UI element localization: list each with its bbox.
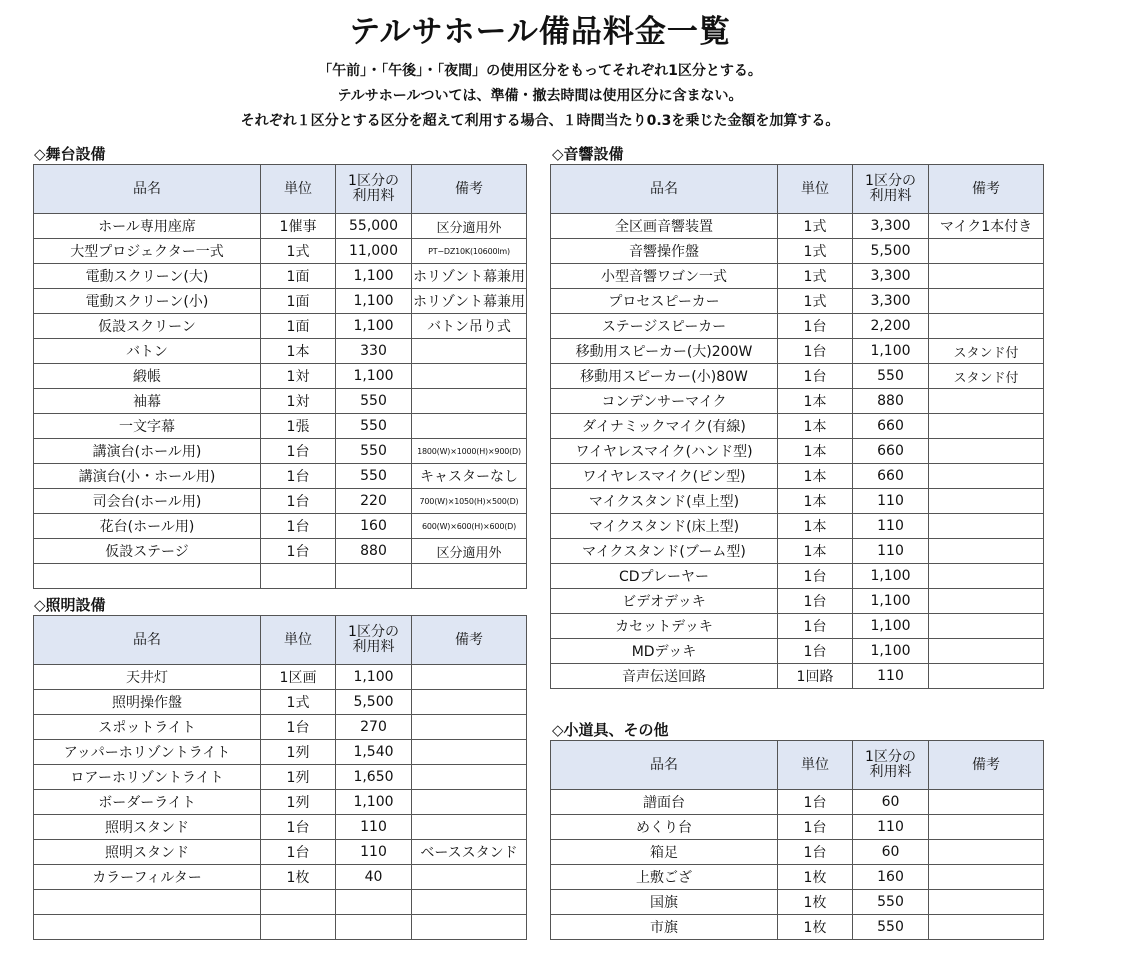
- table-row: [551, 339, 1044, 364]
- item-remarks: PT−DZ10K(10600lm): [412, 239, 527, 264]
- table-row: [34, 339, 527, 364]
- item-fee: 270: [336, 715, 412, 740]
- item-remarks: [929, 539, 1044, 564]
- table-row: [551, 539, 1044, 564]
- table-row: [34, 289, 527, 314]
- item-name: 照明スタンド: [34, 840, 261, 865]
- item-fee: 880: [336, 539, 412, 564]
- item-remarks: [929, 815, 1044, 840]
- item-remarks: [929, 664, 1044, 689]
- item-unit: 1式: [261, 690, 336, 715]
- table-row: [551, 915, 1044, 940]
- item-fee: 1,540: [336, 740, 412, 765]
- item-name: ホール専用座席: [34, 214, 261, 239]
- item-name: 全区画音響装置: [551, 214, 778, 239]
- table-row: [34, 514, 527, 539]
- item-fee: 880: [853, 389, 929, 414]
- table-row: [551, 239, 1044, 264]
- item-remarks: 600(W)×600(H)×600(D): [412, 514, 527, 539]
- item-unit: 1面: [261, 289, 336, 314]
- item-unit: [261, 890, 336, 915]
- item-name: [34, 915, 261, 940]
- item-unit: 1台: [261, 715, 336, 740]
- item-unit: 1本: [778, 389, 853, 414]
- item-remarks: [412, 915, 527, 940]
- item-name: 移動用スピーカー(小)80W: [551, 364, 778, 389]
- item-remarks: ホリゾント幕兼用: [412, 264, 527, 289]
- page-title: テルサホール備品料金一覧: [349, 14, 731, 50]
- table-row: [34, 389, 527, 414]
- item-unit: 1台: [778, 339, 853, 364]
- item-unit: 1台: [261, 815, 336, 840]
- table-row: [551, 389, 1044, 414]
- item-unit: 1台: [261, 464, 336, 489]
- item-name: 照明スタンド: [34, 815, 261, 840]
- item-name: 花台(ホール用): [34, 514, 261, 539]
- item-remarks: [412, 765, 527, 790]
- table-row: [34, 239, 527, 264]
- item-fee: 5,500: [853, 239, 929, 264]
- item-fee: 110: [853, 815, 929, 840]
- table-row: [551, 639, 1044, 664]
- table-row: [34, 439, 527, 464]
- item-fee: 550: [336, 389, 412, 414]
- item-fee: 1,100: [853, 639, 929, 664]
- item-fee: 1,100: [853, 614, 929, 639]
- item-name: マイクスタンド(床上型): [551, 514, 778, 539]
- item-name: ダイナミックマイク(有線): [551, 414, 778, 439]
- item-remarks: [929, 790, 1044, 815]
- header-unit: 単位: [261, 165, 336, 214]
- table-header-row: [551, 165, 1044, 214]
- item-fee: 550: [853, 915, 929, 940]
- item-name: ロアーホリゾントライト: [34, 765, 261, 790]
- table-row: [34, 414, 527, 439]
- item-unit: 1回路: [778, 664, 853, 689]
- item-name: カセットデッキ: [551, 614, 778, 639]
- item-unit: 1本: [778, 414, 853, 439]
- item-remarks: スタンド付: [929, 364, 1044, 389]
- item-unit: 1本: [778, 439, 853, 464]
- item-unit: 1台: [261, 539, 336, 564]
- item-remarks: 区分適用外: [412, 214, 527, 239]
- item-remarks: [929, 840, 1044, 865]
- item-name: ワイヤレスマイク(ハンド型): [551, 439, 778, 464]
- item-remarks: [929, 414, 1044, 439]
- item-name: プロセスピーカー: [551, 289, 778, 314]
- header-fee: [336, 616, 412, 665]
- item-remarks: ホリゾント幕兼用: [412, 289, 527, 314]
- props-equipment-table: [550, 740, 1044, 940]
- item-fee: 660: [853, 439, 929, 464]
- item-remarks: キャスターなし: [412, 464, 527, 489]
- props-section-heading: ◇小道具、その他: [552, 721, 669, 739]
- item-fee: 60: [853, 840, 929, 865]
- item-fee: 160: [336, 514, 412, 539]
- item-name: 照明操作盤: [34, 690, 261, 715]
- item-unit: 1台: [261, 840, 336, 865]
- item-name: 電動スクリーン(小): [34, 289, 261, 314]
- item-name: [34, 564, 261, 589]
- item-fee: 160: [853, 865, 929, 890]
- item-fee: 110: [336, 840, 412, 865]
- table-row: [551, 314, 1044, 339]
- item-unit: 1式: [261, 239, 336, 264]
- header-unit: 単位: [778, 165, 853, 214]
- item-unit: 1式: [778, 214, 853, 239]
- item-unit: 1枚: [778, 890, 853, 915]
- item-fee: 40: [336, 865, 412, 890]
- item-fee: 3,300: [853, 264, 929, 289]
- table-row: [551, 464, 1044, 489]
- item-fee: 1,100: [336, 790, 412, 815]
- lighting-section-heading: ◇照明設備: [34, 596, 106, 614]
- header-remarks: 備考: [412, 165, 527, 214]
- item-remarks: [412, 865, 527, 890]
- header-unit: 単位: [261, 616, 336, 665]
- item-remarks: 700(W)×1050(H)×500(D): [412, 489, 527, 514]
- item-unit: 1台: [778, 589, 853, 614]
- item-unit: 1張: [261, 414, 336, 439]
- item-name: マイクスタンド(ブーム型): [551, 539, 778, 564]
- header-fee-line2: 利用料: [352, 188, 395, 204]
- header-name: 品名: [34, 616, 261, 665]
- table-row: [34, 690, 527, 715]
- item-name: 小型音響ワゴン一式: [551, 264, 778, 289]
- item-remarks: [929, 239, 1044, 264]
- table-row: [34, 890, 527, 915]
- note-line-2: テルサホールついては、準備・撤去時間は使用区分に含まない。: [337, 88, 743, 104]
- item-fee: 110: [336, 815, 412, 840]
- header-name: 品名: [551, 741, 778, 790]
- table-row: [551, 264, 1044, 289]
- item-remarks: ベーススタンド: [412, 840, 527, 865]
- item-name: 大型プロジェクター一式: [34, 239, 261, 264]
- sound-equipment-table: [550, 164, 1044, 689]
- item-fee: 1,100: [853, 589, 929, 614]
- item-fee: 550: [336, 439, 412, 464]
- header-remarks: 備考: [929, 741, 1044, 790]
- item-remarks: 1800(W)×1000(H)×900(D): [412, 439, 527, 464]
- item-remarks: [412, 389, 527, 414]
- item-fee: 1,100: [336, 364, 412, 389]
- item-unit: [261, 564, 336, 589]
- table-row: [551, 439, 1044, 464]
- item-fee: 550: [336, 414, 412, 439]
- item-fee: 3,300: [853, 214, 929, 239]
- header-fee-line1: 1区分の: [865, 749, 916, 765]
- item-remarks: [929, 865, 1044, 890]
- item-fee: 220: [336, 489, 412, 514]
- header-name: 品名: [34, 165, 261, 214]
- table-row: [34, 815, 527, 840]
- item-fee: 550: [336, 464, 412, 489]
- item-fee: [336, 890, 412, 915]
- item-remarks: [929, 564, 1044, 589]
- item-unit: 1列: [261, 790, 336, 815]
- item-remarks: [929, 439, 1044, 464]
- table-row: [34, 765, 527, 790]
- table-row: [551, 815, 1044, 840]
- item-fee: 1,100: [336, 314, 412, 339]
- table-row: [34, 264, 527, 289]
- item-fee: 110: [853, 664, 929, 689]
- item-fee: 1,100: [853, 564, 929, 589]
- table-row: [551, 564, 1044, 589]
- item-fee: 60: [853, 790, 929, 815]
- table-header-row: [34, 165, 527, 214]
- item-remarks: 区分適用外: [412, 539, 527, 564]
- table-row: [551, 840, 1044, 865]
- item-unit: 1枚: [261, 865, 336, 890]
- item-unit: 1列: [261, 765, 336, 790]
- item-name: カラーフィルター: [34, 865, 261, 890]
- item-fee: 11,000: [336, 239, 412, 264]
- table-header-row: [34, 616, 527, 665]
- item-name: 講演台(ホール用): [34, 439, 261, 464]
- table-row: [34, 314, 527, 339]
- table-row: [551, 890, 1044, 915]
- item-fee: 55,000: [336, 214, 412, 239]
- table-row: [34, 464, 527, 489]
- note-line-3: それぞれ１区分とする区分を超えて利用する場合、１時間当たり0.3を乗じた金額を加算する。: [240, 113, 840, 129]
- table-row: [34, 715, 527, 740]
- item-unit: 1台: [778, 314, 853, 339]
- note-line-1: 「午前」・「午後」・「夜間」の使用区分をもってそれぞれ1区分とする。: [318, 63, 762, 79]
- table-row: [551, 289, 1044, 314]
- item-unit: 1台: [778, 840, 853, 865]
- item-fee: 1,100: [853, 339, 929, 364]
- item-remarks: [412, 364, 527, 389]
- table-row: [34, 364, 527, 389]
- item-name: MDデッキ: [551, 639, 778, 664]
- item-name: [34, 890, 261, 915]
- item-name: スポットライト: [34, 715, 261, 740]
- item-unit: 1対: [261, 389, 336, 414]
- item-name: 市旗: [551, 915, 778, 940]
- header-fee-line2: 利用料: [352, 639, 395, 655]
- item-unit: 1面: [261, 314, 336, 339]
- item-unit: 1本: [261, 339, 336, 364]
- header-fee-line2: 利用料: [869, 764, 912, 780]
- item-unit: 1本: [778, 539, 853, 564]
- header-fee: [853, 741, 929, 790]
- item-unit: 1区画: [261, 665, 336, 690]
- item-unit: 1台: [261, 439, 336, 464]
- table-row: [34, 915, 527, 940]
- table-row: [34, 790, 527, 815]
- item-fee: [336, 564, 412, 589]
- item-unit: 1列: [261, 740, 336, 765]
- item-name: ステージスピーカー: [551, 314, 778, 339]
- item-name: 一文字幕: [34, 414, 261, 439]
- table-row: [34, 740, 527, 765]
- item-remarks: [929, 264, 1044, 289]
- item-unit: 1本: [778, 514, 853, 539]
- item-fee: 660: [853, 414, 929, 439]
- item-remarks: [412, 414, 527, 439]
- item-name: 司会台(ホール用): [34, 489, 261, 514]
- item-unit: 1本: [778, 489, 853, 514]
- item-remarks: [929, 389, 1044, 414]
- item-remarks: [929, 890, 1044, 915]
- item-fee: 1,100: [336, 289, 412, 314]
- table-row: [34, 865, 527, 890]
- item-unit: 1面: [261, 264, 336, 289]
- item-unit: 1式: [778, 239, 853, 264]
- item-fee: 110: [853, 514, 929, 539]
- item-remarks: [412, 815, 527, 840]
- item-remarks: [929, 514, 1044, 539]
- item-name: 音声伝送回路: [551, 664, 778, 689]
- item-fee: 2,200: [853, 314, 929, 339]
- table-row: [551, 414, 1044, 439]
- item-name: 袖幕: [34, 389, 261, 414]
- item-unit: 1本: [778, 464, 853, 489]
- table-row: [34, 665, 527, 690]
- item-remarks: マイク1本付き: [929, 214, 1044, 239]
- item-unit: 1台: [778, 614, 853, 639]
- table-row: [34, 539, 527, 564]
- header-fee: [853, 165, 929, 214]
- table-row: [551, 214, 1044, 239]
- item-name: 箱足: [551, 840, 778, 865]
- item-name: 天井灯: [34, 665, 261, 690]
- item-unit: 1対: [261, 364, 336, 389]
- item-unit: 1枚: [778, 865, 853, 890]
- table-row: [34, 564, 527, 589]
- item-remarks: [412, 890, 527, 915]
- item-unit: 1台: [778, 564, 853, 589]
- stage-equipment-table: [33, 164, 527, 589]
- item-remarks: [929, 489, 1044, 514]
- lighting-equipment-table: [33, 615, 527, 940]
- table-row: [551, 589, 1044, 614]
- item-remarks: [412, 690, 527, 715]
- item-name: 譜面台: [551, 790, 778, 815]
- item-remarks: バトン吊り式: [412, 314, 527, 339]
- item-remarks: [412, 339, 527, 364]
- table-row: [551, 514, 1044, 539]
- table-row: [551, 364, 1044, 389]
- table-row: [34, 214, 527, 239]
- item-remarks: [929, 915, 1044, 940]
- item-name: バトン: [34, 339, 261, 364]
- item-name: 講演台(小・ホール用): [34, 464, 261, 489]
- item-name: アッパーホリゾントライト: [34, 740, 261, 765]
- item-remarks: [929, 589, 1044, 614]
- item-name: 仮設ステージ: [34, 539, 261, 564]
- header-fee-line2: 利用料: [869, 188, 912, 204]
- item-unit: 1台: [778, 364, 853, 389]
- item-name: 移動用スピーカー(大)200W: [551, 339, 778, 364]
- header-unit: 単位: [778, 741, 853, 790]
- header-remarks: 備考: [412, 616, 527, 665]
- item-fee: 110: [853, 489, 929, 514]
- item-unit: 1台: [778, 815, 853, 840]
- table-row: [34, 489, 527, 514]
- item-name: 音響操作盤: [551, 239, 778, 264]
- item-remarks: [412, 564, 527, 589]
- sound-section-heading: ◇音響設備: [552, 145, 624, 163]
- item-unit: 1台: [261, 489, 336, 514]
- item-name: コンデンサーマイク: [551, 389, 778, 414]
- stage-section-heading: ◇舞台設備: [34, 145, 106, 163]
- item-remarks: [412, 740, 527, 765]
- table-row: [551, 489, 1044, 514]
- item-unit: 1台: [778, 790, 853, 815]
- item-name: ボーダーライト: [34, 790, 261, 815]
- item-fee: [336, 915, 412, 940]
- header-remarks: 備考: [929, 165, 1044, 214]
- item-remarks: [929, 314, 1044, 339]
- item-fee: 550: [853, 364, 929, 389]
- item-name: マイクスタンド(卓上型): [551, 489, 778, 514]
- item-name: 緞帳: [34, 364, 261, 389]
- table-row: [551, 664, 1044, 689]
- item-name: めくり台: [551, 815, 778, 840]
- item-unit: [261, 915, 336, 940]
- table-row: [551, 790, 1044, 815]
- item-unit: 1催事: [261, 214, 336, 239]
- item-fee: 3,300: [853, 289, 929, 314]
- item-unit: 1式: [778, 264, 853, 289]
- item-unit: 1台: [778, 639, 853, 664]
- item-remarks: [412, 715, 527, 740]
- item-name: CDプレーヤー: [551, 564, 778, 589]
- item-name: ビデオデッキ: [551, 589, 778, 614]
- item-fee: 110: [853, 539, 929, 564]
- table-row: [551, 614, 1044, 639]
- item-fee: 550: [853, 890, 929, 915]
- item-fee: 1,100: [336, 264, 412, 289]
- item-fee: 330: [336, 339, 412, 364]
- table-header-row: [551, 741, 1044, 790]
- header-fee-line1: 1区分の: [865, 173, 916, 189]
- item-remarks: [412, 665, 527, 690]
- item-remarks: [929, 464, 1044, 489]
- item-remarks: [412, 790, 527, 815]
- item-unit: 1式: [778, 289, 853, 314]
- item-fee: 660: [853, 464, 929, 489]
- item-remarks: [929, 289, 1044, 314]
- item-fee: 1,650: [336, 765, 412, 790]
- item-remarks: [929, 614, 1044, 639]
- header-fee-line1: 1区分の: [348, 624, 399, 640]
- item-unit: 1台: [261, 514, 336, 539]
- header-fee: [336, 165, 412, 214]
- item-fee: 5,500: [336, 690, 412, 715]
- item-fee: 1,100: [336, 665, 412, 690]
- item-name: ワイヤレスマイク(ピン型): [551, 464, 778, 489]
- item-remarks: [929, 639, 1044, 664]
- table-row: [34, 840, 527, 865]
- item-remarks: スタンド付: [929, 339, 1044, 364]
- item-name: 仮設スクリーン: [34, 314, 261, 339]
- item-name: 電動スクリーン(大): [34, 264, 261, 289]
- header-fee-line1: 1区分の: [348, 173, 399, 189]
- item-name: 国旗: [551, 890, 778, 915]
- header-name: 品名: [551, 165, 778, 214]
- item-name: 上敷ござ: [551, 865, 778, 890]
- table-row: [551, 865, 1044, 890]
- item-unit: 1枚: [778, 915, 853, 940]
